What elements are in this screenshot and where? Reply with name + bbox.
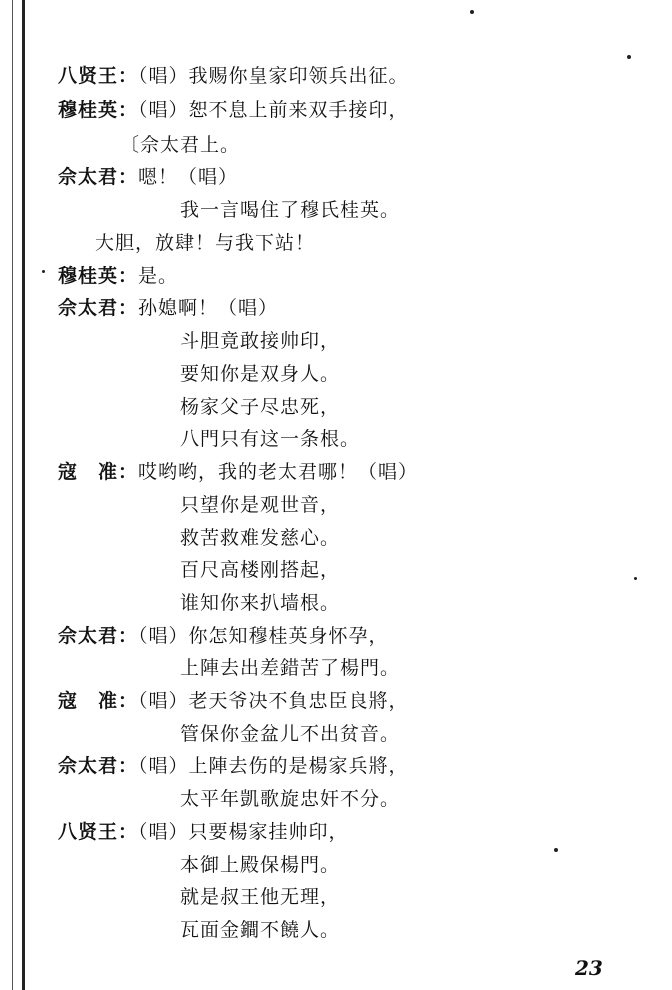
sung-line	[180, 885, 340, 909]
line-text: 上陣去出差錯苦了楊門。	[180, 657, 401, 679]
sung-line	[180, 493, 340, 517]
speaker-name: 八贤王：	[58, 65, 139, 87]
script-line	[58, 296, 278, 320]
speaker-name: 佘太君：	[58, 755, 139, 777]
line-text: （唱）你怎知穆桂英身怀孕，	[138, 625, 389, 647]
ink-speck	[42, 270, 45, 273]
speaker-name: 寇 准：	[58, 461, 139, 483]
script-line	[58, 754, 409, 778]
speaker-name: 佘太君：	[58, 297, 139, 319]
sung-line	[180, 656, 400, 680]
binding-shadow	[12, 0, 13, 990]
sung-line	[180, 198, 400, 222]
sung-line	[180, 362, 340, 386]
sung-line	[180, 918, 340, 942]
line-text: 〔佘太君上。	[120, 134, 241, 156]
sung-line	[180, 853, 340, 877]
line-text: 孙媳啊！（唱）	[138, 297, 279, 319]
sung-line	[180, 591, 340, 615]
line-text: 谁知你来扒墙根。	[180, 592, 341, 614]
line-text: （唱）我赐你皇家印领兵出征。	[138, 65, 409, 87]
ink-speck	[627, 55, 631, 59]
line-text: 瓦面金鐧不饒人。	[180, 919, 341, 941]
stage-direction	[120, 133, 240, 157]
speaker-name: 寇 准：	[58, 690, 139, 712]
ink-speck	[554, 848, 558, 852]
speaker-name: 佘太君：	[58, 166, 139, 188]
script-line	[58, 165, 238, 189]
line-text: 只望你是观世音，	[180, 494, 341, 516]
line-text: （唱）上陣去伤的是楊家兵將，	[138, 755, 409, 777]
script-line	[58, 624, 389, 648]
speaker-name: 佘太君：	[58, 625, 139, 647]
line-text: 八門只有这一条根。	[180, 428, 361, 450]
line-text: 斗胆竟敢接帅印，	[180, 330, 341, 352]
script-line	[58, 820, 349, 844]
line-text: 嗯！（唱）	[138, 166, 239, 188]
line-text: （唱）只要楊家挂帅印，	[138, 821, 349, 843]
ink-speck	[634, 577, 637, 580]
page-number: 23	[575, 956, 603, 980]
sung-line	[180, 787, 400, 811]
line-text: 太平年凱歌旋忠奸不分。	[180, 788, 401, 810]
line-text: 是。	[138, 265, 179, 287]
line-text: （唱）老天爷决不負忠臣良將，	[138, 690, 409, 712]
line-text: 哎哟哟，我的老太君哪！（唱）	[138, 461, 419, 483]
line-text: 救苦救难发慈心。	[180, 527, 341, 549]
line-text: 本御上殿保楊門。	[180, 854, 341, 876]
binding-edge	[22, 0, 25, 990]
script-line	[58, 689, 409, 713]
sung-line	[180, 526, 340, 550]
line-text: 管保你金盆儿不出贫音。	[180, 723, 401, 745]
line-text: 就是叔王他无理，	[180, 886, 341, 908]
script-line	[58, 460, 418, 484]
line-text: （唱）恕不息上前来双手接印，	[138, 99, 409, 121]
line-text: 要知你是双身人。	[180, 363, 341, 385]
line-text: 大胆，放肆！与我下站！	[95, 232, 316, 254]
sung-line	[180, 558, 340, 582]
sung-line	[180, 329, 340, 353]
line-text: 杨家父子尽忠死，	[180, 396, 341, 418]
speaker-name: 穆桂英：	[58, 99, 139, 121]
ink-speck	[470, 10, 474, 14]
line-text: 我一言喝住了穆氏桂英。	[180, 199, 401, 221]
script-line	[58, 64, 409, 88]
speaker-name: 八贤王：	[58, 821, 139, 843]
spoken-line	[95, 231, 315, 255]
sung-line	[180, 395, 340, 419]
line-text: 百尺高楼刚搭起，	[180, 559, 341, 581]
sung-line	[180, 722, 400, 746]
sung-line	[180, 427, 360, 451]
script-line	[58, 98, 409, 122]
speaker-name: 穆桂英：	[58, 265, 139, 287]
script-line	[58, 264, 178, 288]
